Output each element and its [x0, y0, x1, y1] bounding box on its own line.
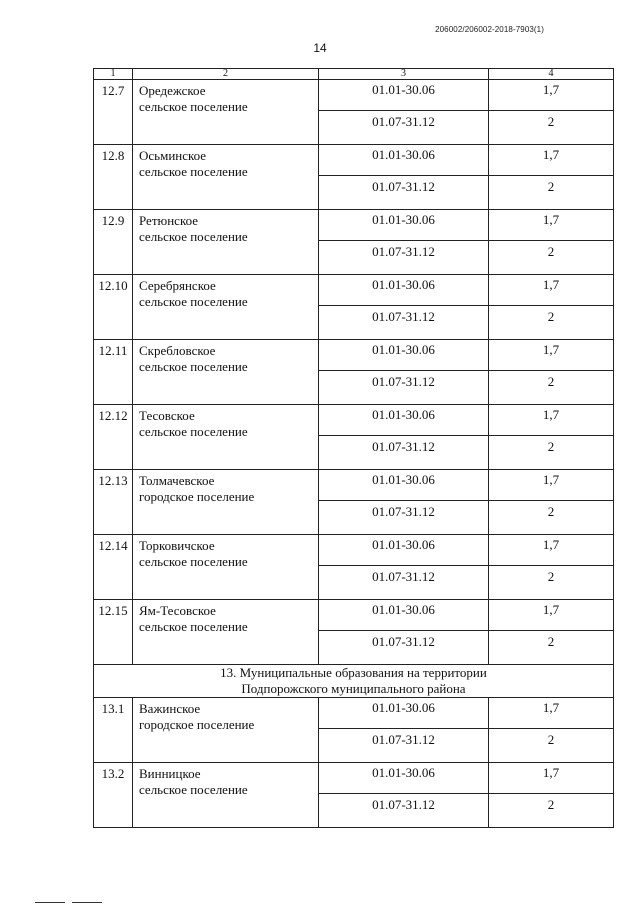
coefficient-cell: 2 — [489, 436, 614, 470]
settlement-name-line1: Ретюнское — [139, 213, 199, 228]
row-code: 12.12 — [94, 405, 133, 470]
period-cell: 01.01-30.06 — [319, 80, 489, 111]
coefficient-cell: 1,7 — [489, 600, 614, 631]
row-code: 13.2 — [94, 763, 133, 828]
section-title — [94, 665, 614, 698]
settlement-name-line2: сельское поселение — [139, 424, 248, 439]
period-cell: 01.01-30.06 — [319, 763, 489, 794]
period-cell: 01.01-30.06 — [319, 470, 489, 501]
settlement-name-line1: Торковичское — [139, 538, 215, 553]
coefficient-cell: 2 — [489, 111, 614, 145]
coefficient-cell: 1,7 — [489, 210, 614, 241]
row-code: 12.15 — [94, 600, 133, 665]
table-row — [94, 600, 614, 631]
coefficient-cell: 1,7 — [489, 340, 614, 371]
coefficient-cell: 2 — [489, 566, 614, 600]
settlement-name — [133, 698, 319, 763]
footer-marks — [0, 895, 640, 905]
row-code: 12.7 — [94, 80, 133, 145]
settlement-name — [133, 535, 319, 600]
period-cell: 01.07-31.12 — [319, 176, 489, 210]
settlement-name-line1: Осьминское — [139, 148, 207, 163]
settlement-name-line1: Важинское — [139, 701, 201, 716]
table-row — [94, 80, 614, 111]
settlement-name-line2: сельское поселение — [139, 782, 248, 797]
table-row — [94, 210, 614, 241]
period-cell: 01.07-31.12 — [319, 371, 489, 405]
table-row — [94, 698, 614, 729]
coefficient-cell: 2 — [489, 306, 614, 340]
column-header: 3 — [319, 69, 489, 80]
settlement-name-line2: сельское поселение — [139, 99, 248, 114]
coefficient-cell: 1,7 — [489, 405, 614, 436]
row-code: 12.11 — [94, 340, 133, 405]
table-row — [94, 535, 614, 566]
coefficient-cell: 1,7 — [489, 145, 614, 176]
period-cell: 01.01-30.06 — [319, 210, 489, 241]
period-cell: 01.07-31.12 — [319, 794, 489, 828]
settlement-name-line2: городское поселение — [139, 489, 255, 504]
settlement-name-line2: сельское поселение — [139, 164, 248, 179]
period-cell: 01.01-30.06 — [319, 600, 489, 631]
column-header: 2 — [133, 69, 319, 80]
coefficient-cell: 1,7 — [489, 80, 614, 111]
settlement-name — [133, 405, 319, 470]
coefficient-cell: 1,7 — [489, 763, 614, 794]
period-cell: 01.07-31.12 — [319, 436, 489, 470]
column-header: 4 — [489, 69, 614, 80]
coefficient-cell: 2 — [489, 501, 614, 535]
period-cell: 01.07-31.12 — [319, 729, 489, 763]
settlement-name — [133, 763, 319, 828]
settlement-name-line2: сельское поселение — [139, 294, 248, 309]
row-code: 12.14 — [94, 535, 133, 600]
settlement-name — [133, 470, 319, 535]
table-row — [94, 275, 614, 306]
row-code: 12.13 — [94, 470, 133, 535]
row-code: 12.8 — [94, 145, 133, 210]
page-number: 14 — [313, 41, 327, 55]
coefficient-cell: 2 — [489, 241, 614, 275]
period-cell: 01.01-30.06 — [319, 275, 489, 306]
coefficient-cell: 2 — [489, 729, 614, 763]
settlement-name-line1: Оредежское — [139, 83, 206, 98]
settlement-name-line1: Серебрянское — [139, 278, 216, 293]
period-cell: 01.01-30.06 — [319, 535, 489, 566]
coefficient-cell: 1,7 — [489, 470, 614, 501]
settlement-name-line1: Винницкое — [139, 766, 201, 781]
row-code: 12.9 — [94, 210, 133, 275]
period-cell: 01.07-31.12 — [319, 306, 489, 340]
settlement-name-line2: сельское поселение — [139, 359, 248, 374]
row-code: 12.10 — [94, 275, 133, 340]
coefficient-cell: 1,7 — [489, 535, 614, 566]
coefficient-cell: 2 — [489, 371, 614, 405]
coefficient-cell: 1,7 — [489, 275, 614, 306]
settlement-name-line1: Скребловское — [139, 343, 216, 358]
settlement-name-line1: Ям-Тесовское — [139, 603, 216, 618]
settlement-name — [133, 600, 319, 665]
table-header-row — [94, 69, 614, 80]
period-cell: 01.07-31.12 — [319, 501, 489, 535]
period-cell: 01.07-31.12 — [319, 111, 489, 145]
document-id: 206002/206002-2018-7903(1) — [435, 25, 544, 34]
table-row — [94, 405, 614, 436]
table-row — [94, 470, 614, 501]
settlement-name-line2: сельское поселение — [139, 619, 248, 634]
section-title-line1: 13. Муниципальные образования на территории — [220, 665, 487, 680]
period-cell: 01.01-30.06 — [319, 698, 489, 729]
section-title-line2: Подпорожского муниципального района — [241, 681, 466, 696]
period-cell: 01.07-31.12 — [319, 241, 489, 275]
row-code: 13.1 — [94, 698, 133, 763]
settlement-name — [133, 80, 319, 145]
period-cell: 01.01-30.06 — [319, 340, 489, 371]
settlement-name — [133, 145, 319, 210]
period-cell: 01.01-30.06 — [319, 145, 489, 176]
table-row — [94, 763, 614, 794]
table-row — [94, 340, 614, 371]
settlement-name-line2: городское поселение — [139, 717, 255, 732]
settlement-name — [133, 340, 319, 405]
tariff-table — [93, 68, 614, 828]
period-cell: 01.07-31.12 — [319, 631, 489, 665]
settlement-name — [133, 275, 319, 340]
column-header: 1 — [94, 69, 133, 80]
settlement-name-line2: сельское поселение — [139, 229, 248, 244]
coefficient-cell: 2 — [489, 794, 614, 828]
coefficient-cell: 1,7 — [489, 698, 614, 729]
table-row — [94, 145, 614, 176]
settlement-name-line1: Тесовское — [139, 408, 195, 423]
period-cell: 01.01-30.06 — [319, 405, 489, 436]
settlement-name — [133, 210, 319, 275]
coefficient-cell: 2 — [489, 176, 614, 210]
settlement-name-line2: сельское поселение — [139, 554, 248, 569]
period-cell: 01.07-31.12 — [319, 566, 489, 600]
coefficient-cell: 2 — [489, 631, 614, 665]
settlement-name-line1: Толмачевское — [139, 473, 215, 488]
section-row — [94, 665, 614, 698]
